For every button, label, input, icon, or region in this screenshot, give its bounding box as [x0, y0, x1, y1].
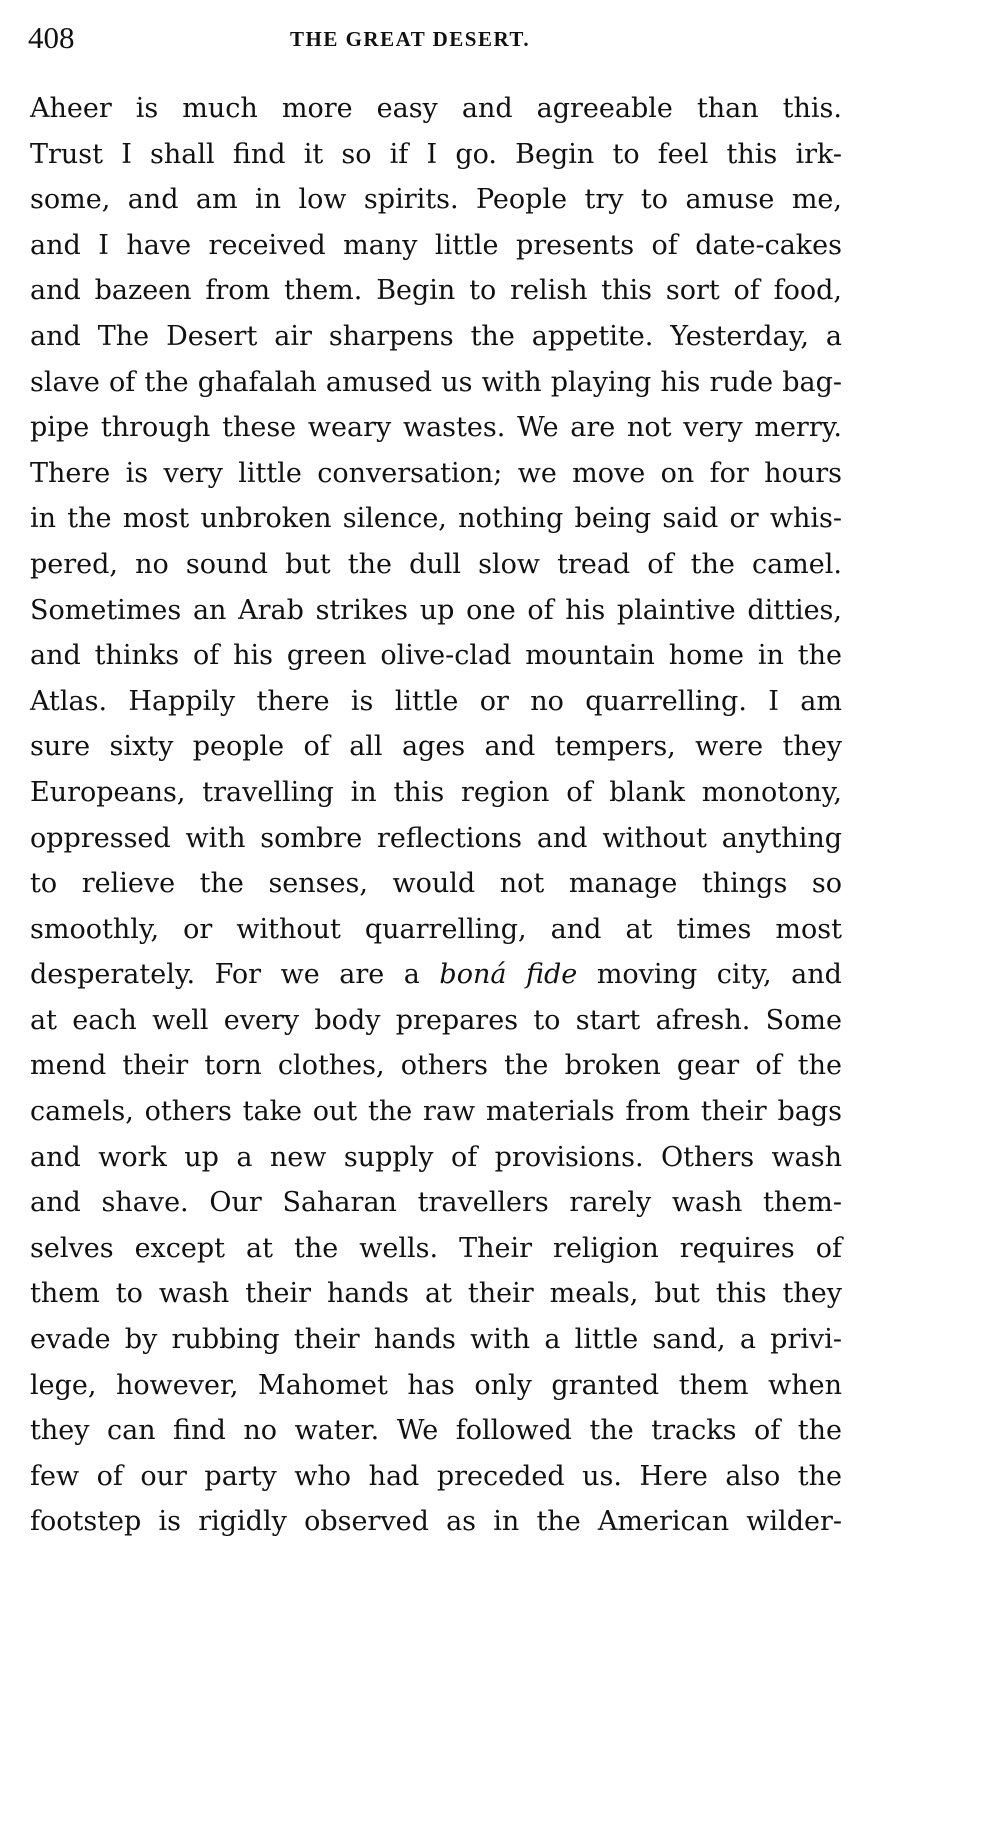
- text-segment: desperately. For we are a: [30, 959, 420, 991]
- text-line: pipe through these weary wastes. We are not very merry.: [30, 412, 842, 444]
- text-line-with-italic: [30, 952, 842, 998]
- text-line: and The Desert air sharpens the appetite. Yesterday, a: [30, 320, 842, 352]
- text-line: to relieve the senses, would not manage things so: [30, 868, 842, 900]
- text-line: camels, others take out the raw materials from their bags: [30, 1096, 842, 1128]
- text-line: Aheer is much more easy and agreeable than this.: [30, 93, 842, 124]
- text-line: lege, however, Mahomet has only granted them when: [30, 1369, 842, 1401]
- text-line: Trust I shall find it so if I go. Begin to feel this irk-: [30, 138, 842, 170]
- text-line: some, and am in low spirits. People try to amuse me,: [30, 184, 842, 216]
- running-head: THE GREAT DESERT.: [290, 27, 531, 51]
- text-line: evade by rubbing their hands with a little sand, a privi-: [30, 1324, 842, 1356]
- text-line: and shave. Our Saharan travellers rarely wash them-: [30, 1187, 842, 1219]
- text-line: smoothly, or without quarrelling, and at times most: [30, 913, 842, 945]
- text-line: and I have received many little presents of date-cakes: [30, 229, 842, 261]
- text-line: Atlas. Happily there is little or no quarrelling. I am: [30, 685, 842, 717]
- text-line: pered, no sound but the dull slow tread of the camel.: [30, 548, 842, 580]
- text-line: mend their torn clothes, others the broken gear of the: [30, 1050, 842, 1082]
- text-line: few of our party who had preceded us. Here also the: [30, 1460, 842, 1492]
- text-line: Europeans, travelling in this region of blank monotony,: [30, 776, 842, 808]
- text-line: sure sixty people of all ages and tempers, were they: [30, 731, 842, 763]
- text-line: oppressed with sombre reflections and without anything: [30, 822, 842, 854]
- text-line: There is very little conversation; we move on for hours: [30, 457, 842, 489]
- text-line: Sometimes an Arab strikes up one of his plaintive ditties,: [30, 594, 842, 626]
- text-line: at each well every body prepares to start afresh. Some: [30, 1004, 842, 1036]
- page-number: 408: [28, 20, 75, 55]
- italic-phrase: boná fide: [439, 959, 578, 991]
- text-line: selves except at the wells. Their religion requires of: [30, 1232, 842, 1264]
- text-segment: moving city, and: [596, 959, 842, 991]
- text-line: in the most unbroken silence, nothing being said or whis-: [30, 503, 842, 535]
- body-text: [30, 86, 842, 1545]
- text-line: slave of the ghafalah amused us with playing his rude bag-: [30, 366, 842, 398]
- text-line: them to wash their hands at their meals, but this they: [30, 1278, 842, 1310]
- text-line: and work up a new supply of provisions. Others wash: [30, 1141, 842, 1173]
- text-line: footstep is rigidly observed as in the American wilder-: [30, 1506, 842, 1538]
- text-line: and bazeen from them. Begin to relish this sort of food,: [30, 275, 842, 307]
- page-header: [28, 18, 848, 66]
- text-line: they can find no water. We followed the tracks of the: [30, 1415, 842, 1447]
- text-line: and thinks of his green olive-clad mountain home in the: [30, 640, 842, 672]
